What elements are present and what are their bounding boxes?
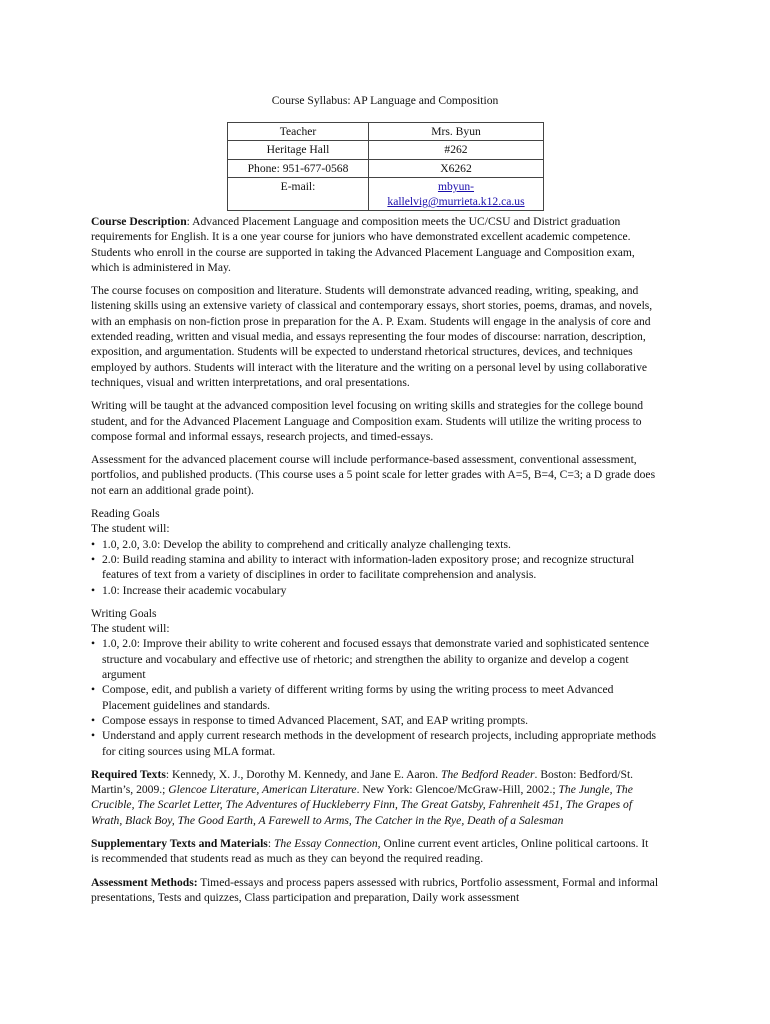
course-focus-paragraph: The course focuses on composition and literature. Students will demonstrate advanced reading, writing, speaking, and listening skills using an extensive variety of classical and contemporary essays, short stories, poems, dramas, and novels, with an emphasis on non-fiction prose in preparation for the A. P. Exam. Students will engage in the analysis of core and extended reading, written and visual media, and essays representing the four modes of discourse: narration, description, exposition, and argumentation. Students will be expected to understand rhetorical structures, devices, and techniques employed by authors. Students will interact with the literature and the writing on a personal level by using collaborative techniques, visual and written interpretations, and oral presentations.	[91, 284, 653, 389]
required-texts	[91, 767, 659, 828]
table-row	[228, 141, 544, 159]
required-texts-part-3: . Boston: Bedford/St. Martin’s, 2009.;	[91, 767, 634, 797]
list-item	[91, 636, 659, 682]
bullet-icon: •	[91, 583, 96, 597]
room-label: Heritage Hall	[228, 141, 369, 159]
bullet-icon: •	[91, 729, 96, 743]
course-description-text: : Advanced Placement Language and composition meets the UC/CSU and District graduation requirements for English. It is a one year course for juniors who have demonstrated excellent academic competence. Students who enroll in the course are supported in taking the Advanced Placement Language and Composition exam, which is administered in May.	[91, 215, 635, 274]
required-texts-part-1: : Kennedy, X. J., Dorothy M. Kennedy, and Jane E. Aaron.	[165, 767, 441, 781]
reading-goals-list	[91, 537, 659, 598]
novel-titles: The Jungle, The Crucible, The Scarlet Letter, The Adventures of Huckleberry Finn, The Great Gatsby, Fahrenheit 451, The Grapes of Wrath, Black Boy, The Good Earth, A Farewell to Arms, The Catcher in the Rye, Death of a Salesman	[91, 783, 633, 827]
writing-goals-list	[91, 636, 659, 758]
glencoe-title: Glencoe Literature, American Literature	[168, 783, 357, 797]
supplementary-heading: Supplementary Texts and Materials	[91, 836, 268, 850]
teacher-info-table	[227, 122, 544, 211]
list-item	[91, 537, 659, 552]
list-item	[91, 583, 659, 598]
assessment-paragraph: Assessment for the advanced placement course will include performance-based assessment, conventional assessment, portfolios, and published products. (This course uses a 5 point scale for letter grades with A=5, B=4, C=3; a D grade does not earn an additional grade point).	[91, 453, 656, 497]
writing-paragraph: Writing will be taught at the advanced composition level focusing on writing skills and strategies for the college bound student, and for the Advanced Placement Language and Composition exam. Students will utilize the writing process to compose formal and informal essays, research projects, and timed-essays.	[91, 399, 644, 443]
page-title: Course Syllabus: AP Language and Composition	[271, 94, 499, 107]
supplementary-materials	[91, 836, 659, 867]
bedford-reader-title: The Bedford Reader	[440, 767, 535, 781]
supplementary-part-3: Online current event articles, Online political cartoons. It is recommended that students read as much as they can beyond the required reading.	[91, 836, 649, 866]
essay-connection-title: The Essay Connection,	[273, 836, 381, 850]
bullet-icon: •	[91, 537, 96, 551]
list-item	[91, 713, 659, 728]
list-item-text: 2.0: Build reading stamina and ability to interact with information-laden expository prose; and recognize structural features of text from a variety of disciplines in order to facilitate comprehension and analysis.	[102, 552, 635, 582]
phone-label: Phone: 951-677-0568	[228, 159, 369, 177]
table-row	[228, 159, 544, 177]
list-item-text: Understand and apply current research methods in the development of research projects, including appropriate methods for citing sources using MLA format.	[102, 729, 657, 758]
bullet-icon: •	[91, 683, 96, 697]
assessment-methods-text: Timed-essays and process papers assessed with rubrics, Portfolio assessment, Formal and informal presentations, Tests and quizzes, Class participation and preparation, Daily work assessment	[91, 875, 659, 904]
syllabus-body	[91, 214, 659, 913]
email-line-1: mbyun-	[437, 179, 475, 193]
list-item-text: Compose, edit, and publish a variety of different writing forms by using the writing process to meet Advanced Placement guidelines and standards.	[102, 683, 614, 712]
required-texts-heading: Required Texts	[91, 767, 166, 781]
room-number: #262	[369, 141, 544, 159]
list-item-text: 1.0: Increase their academic vocabulary	[102, 583, 287, 597]
writing-goals-heading: Writing Goals	[91, 606, 157, 620]
teacher-name: Mrs. Byun	[369, 123, 544, 141]
supplementary-part-1: :	[267, 836, 274, 850]
writing-goals-intro: The student will:	[91, 622, 170, 636]
table-row	[228, 123, 544, 141]
course-description	[91, 214, 659, 275]
assessment-methods-heading: Assessment Methods:	[91, 875, 198, 889]
email-label: E-mail:	[228, 177, 369, 211]
email-cell	[369, 177, 544, 211]
assessment-methods	[91, 875, 659, 906]
bullet-icon: •	[91, 552, 96, 566]
email-line-2: kallelvig@murrieta.k12.ca.us	[387, 195, 525, 209]
required-texts-part-5: . New York: Glencoe/McGraw-Hill, 2002.;	[356, 783, 559, 797]
list-item-text: Compose essays in response to timed Advanced Placement, SAT, and EAP writing prompts.	[102, 713, 529, 727]
bullet-icon: •	[91, 713, 96, 727]
list-item	[91, 552, 659, 583]
email-link[interactable]	[387, 180, 524, 208]
course-description-heading: Course Description	[91, 215, 187, 228]
bullet-icon: •	[91, 637, 96, 651]
phone-extension: X6262	[369, 159, 544, 177]
list-item	[91, 682, 659, 713]
list-item	[91, 728, 659, 759]
list-item-text: 1.0, 2.0: Improve their ability to write coherent and focused essays that demonstrate varied and sophisticated sentence structure and vocabulary and effective use of rhetoric; and strengthen the ability to organize and develop a cogent argument	[102, 637, 649, 682]
reading-goals-intro: The student will:	[91, 522, 170, 536]
teacher-label: Teacher	[228, 123, 369, 141]
reading-goals-heading: Reading Goals	[91, 507, 160, 521]
table-row	[228, 177, 544, 211]
list-item-text: 1.0, 2.0, 3.0: Develop the ability to comprehend and critically analyze challenging texts.	[102, 537, 511, 551]
